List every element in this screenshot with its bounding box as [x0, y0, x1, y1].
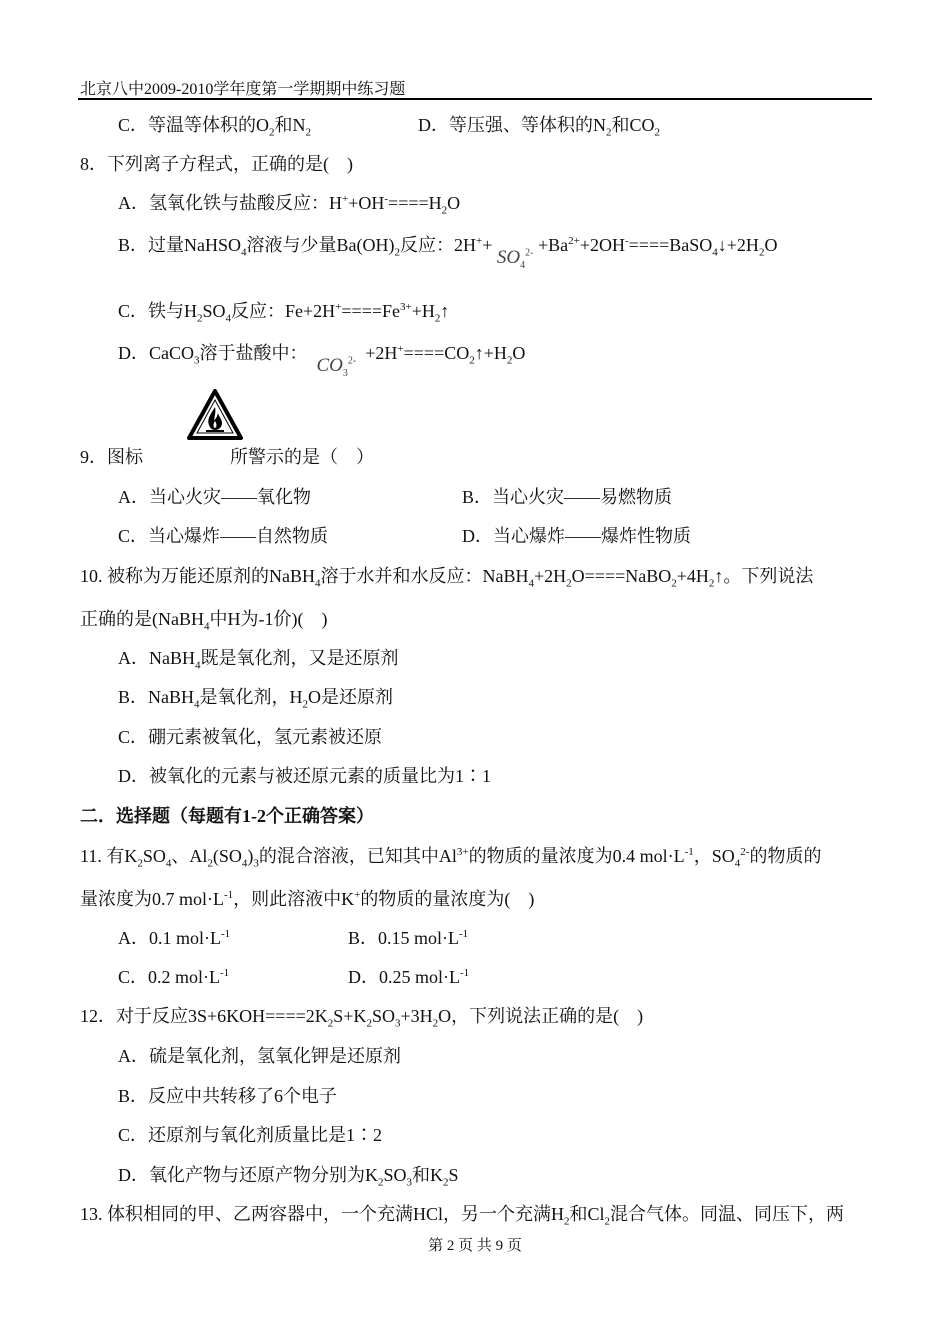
q11-option-b: B．0.15 $mol\cdot L^{-1}$: [348, 928, 469, 948]
q12-option-a: A．硫是氧化剂，氢氧化钾是还原剂: [118, 1046, 401, 1066]
q8-stem: 8．下列离子方程式，正确的是( ): [80, 154, 353, 174]
q10-option-c: C．硼元素被氧化，氢元素被还原: [118, 727, 383, 747]
q8-option-c: C．铁与$H_2SO_4$反应：$Fe+2H^+====Fe^{3+}+H_2↑$: [118, 301, 450, 325]
q7-option-d: D．等压强、等体积的$N_2$和$CO_2$: [418, 115, 661, 139]
q9-option-b: B．当心火灾——易燃物质: [462, 487, 673, 507]
q9-option-d: D．当心爆炸——爆炸性物质: [462, 526, 691, 546]
q8-option-d: D．CaCO$_3$溶于盐酸中： $CO_3^{2-}$ $+2H^+====CO_2↑+H_2O$: [118, 343, 526, 379]
q8-option-b: B．过量NaHSO$_4$溶液与少量$Ba(OH)_2$反应：$2H^++ SO_4^{2-}$ $+Ba^{2+}+2OH^-====BaSO_4↓+2H_2O$: [118, 235, 778, 271]
q10-option-b: B．NaBH$_4$是氧化剂，$H_2O$是还原剂: [118, 687, 393, 711]
q11-option-d: D．0.25 $mol\cdot L^{-1}$: [348, 967, 470, 987]
q12-option-d: D．氧化产物与还原产物分别为$K_2SO_3$和$K_2S$: [118, 1165, 459, 1189]
q12-option-c: C．还原剂与氧化剂质量比是1∶2: [118, 1125, 383, 1145]
page-footer: 第 2 页 共 9 页: [428, 1238, 522, 1254]
q9-stem-pre: 9．图标: [80, 447, 143, 467]
sulfate-ion-formula: $SO_4^{2-}$: [496, 247, 534, 271]
q11-stem-line1: 11. 有$K_2SO_4$、$Al_2(SO_4)_3$的混合溶液，已知其中$Al^{3+}$的物质的量浓度为0.4 $mol\cdot L^{-1}$，$SO_4^{2-}$的物质的: [80, 846, 822, 870]
q9-stem-post: 所警示的是（ ）: [230, 447, 374, 467]
q10-option-d: D．被氧化的元素与被还原元素的质量比为1∶1: [118, 766, 491, 786]
flammable-warning-icon: [186, 388, 244, 456]
page-header: 北京八中2009-2010学年度第一学期期中练习题: [80, 81, 406, 98]
q11-stem-line2: 量浓度为0.7 $mol\cdot L^{-1}$，则此溶液中K+的物质的量浓度为( ): [80, 889, 535, 909]
q10-option-a: A．NaBH$_4$既是氧化剂，又是还原剂: [118, 648, 399, 672]
header-rule: [78, 98, 872, 100]
q13-stem-line1: 13. 体积相同的甲、乙两容器中，一个充满HCl，另一个充满$H_2$和$Cl_2$混合气体。同温、同压下，两: [80, 1204, 845, 1228]
q8-option-a: A．氢氧化铁与盐酸反应：$H^++OH^-====H_2O$: [118, 193, 461, 217]
q12-stem: 12．对于反应$3S+6KOH====2K_2S+K_2SO_3+3H_2O$，下列说法正确的是( ): [80, 1006, 644, 1030]
q10-stem-line2: 正确的是(NaBH$_4$中H为-1价)( ): [80, 609, 328, 633]
section-2-heading: 二．选择题（每题有1-2个正确答案）: [80, 806, 374, 826]
q9-option-c: C．当心爆炸——自然物质: [118, 526, 329, 546]
q12-option-b: B．反应中共转移了6个电子: [118, 1086, 338, 1106]
q7-option-c: C．等温等体积的$O_2$和$N_2$: [118, 115, 312, 139]
q11-option-a: A．0.1 $mol\cdot L^{-1}$: [118, 928, 231, 948]
q10-stem-line1: 10. 被称为万能还原剂的NaBH$_4$溶于水并和水反应：$NaBH_4+2H_2O====NaBO_2+4H_2↑$。下列说法: [80, 566, 814, 590]
q9-option-a: A．当心火灾——氧化物: [118, 487, 311, 507]
q11-option-c: C．0.2 $mol\cdot L^{-1}$: [118, 967, 230, 987]
carbonate-ion-formula: $CO_3^{2-}$: [316, 355, 357, 379]
